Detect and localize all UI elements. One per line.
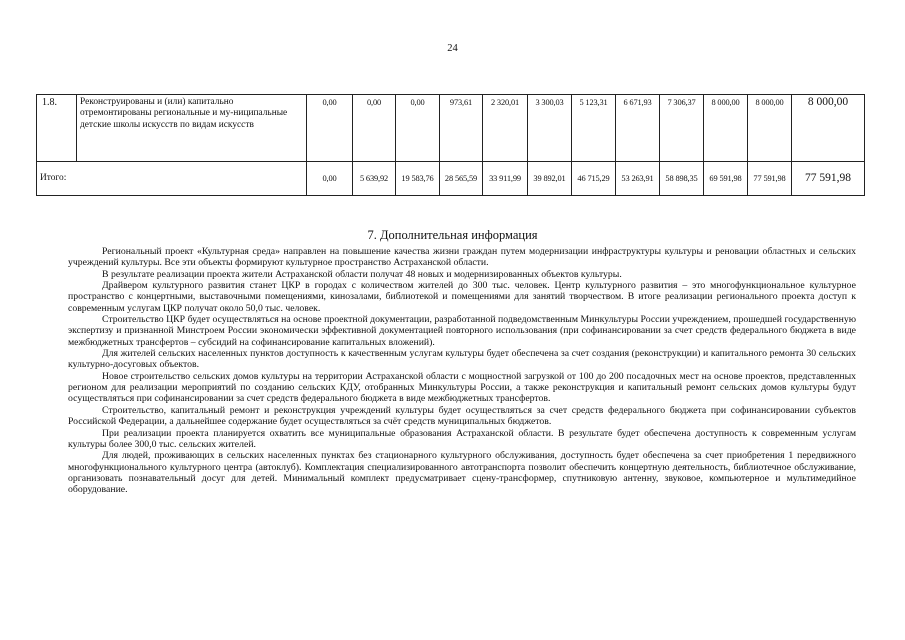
paragraph: В результате реализации проекта жители Астраханской области получат 48 новых и модернизированных объектов культуры.	[102, 268, 622, 280]
table-cell: 0,00	[396, 95, 440, 162]
paragraph: Для людей, проживающих в сельских населенных пунктах без стационарного культурного обслуживания, доступность будет обеспечена за счет приобретения 1 передвижного многофункционального культурного центра (автоклуб). Комплектация специализированного автотранспорта позволит обеспечить концертную деятельность, библиотечное обслуживание, организовать познавательный досуг для детей. Минимальный комплект предусматривает сцену-трансформер, спутниковую антенну, звуковое, компьютерное и мультимедийное оборудование.	[68, 450, 856, 496]
table-cell: 33 911,99	[483, 162, 528, 196]
table-cell: 5 123,31	[572, 95, 616, 162]
table-cell: 973,61	[440, 95, 483, 162]
row-name: Реконструированы и (или) капитально отремонтированы региональные и му-ниципальные детские школы искусств по видам искусств	[77, 95, 307, 162]
table-row	[37, 95, 865, 162]
table-cell: 39 892,01	[528, 162, 572, 196]
table-cell: 0,00	[353, 95, 396, 162]
section-title: 7. Дополнительная информация	[367, 228, 538, 242]
table-cell: 58 898,35	[660, 162, 704, 196]
table-cell: 53 263,91	[616, 162, 660, 196]
table-cell: 77 591,98	[748, 162, 792, 196]
table-cell: 5 639,92	[353, 162, 396, 196]
table-cell: 8 000,00	[748, 95, 792, 162]
table-cell: 2 320,01	[483, 95, 528, 162]
paragraph: Региональный проект «Культурная среда» направлен на повышение качества жизни граждан путем модернизации инфраструктуры культуры и реновации областных и сельских учреждений культуры. Все эти объекты формируют культурное пространство Астраханской области.	[68, 246, 856, 269]
row-index: 1.8.	[37, 95, 77, 162]
total-label: Итого:	[37, 162, 307, 196]
paragraph: Строительство ЦКР будет осуществляться на основе проектной документации, разработанной подведомственным Минкультуры России учреждением, прошедшей государственную экспертизу и признанной Минстроем России экономически эффективной документацией повторного использования (при софинансировании за счет средств федерального бюджета в виде межбюджетных трансфертов – субсидий на софинансирование капитальных вложений).	[68, 314, 856, 348]
row-total-cell: 8 000,00	[792, 95, 865, 162]
grand-total-cell: 77 591,98	[792, 162, 865, 196]
table-cell: 8 000,00	[704, 95, 748, 162]
paragraph: Новое строительство сельских домов культуры на территории Астраханской области с мощностной загрузкой от 100 до 200 посадочных мест на основе проектов, представленных регионом для реализации мероприятий по созданию сельских КДУ, отобранных Минкультуры России, а также реконструкция и капитальный ремонт сельских домов культуры будут осуществляться при софинансировании за счет средств федерального бюджета в виде межбюджетных трансфертов.	[68, 370, 856, 405]
table-cell: 3 300,03	[528, 95, 572, 162]
table-cell: 69 591,98	[704, 162, 748, 196]
total-row	[37, 162, 865, 196]
section-body	[68, 246, 856, 496]
table-cell: 28 565,59	[440, 162, 483, 196]
paragraph: Драйвером культурного развития станет ЦКР в городах с количеством жителей до 300 тыс. человек. Центр культурного развития – это многофункциональное культурное пространство с концертными, выставочными помещениями, кинозалами, библиотекой и помещениями для занятий творчеством. В итоге реализации регионального проекта доступ к современным услугам ЦКР получат около 50,0 тыс. человек.	[68, 280, 856, 314]
table-cell: 0,00	[307, 95, 353, 162]
table-cell: 19 583,76	[396, 162, 440, 196]
table-cell: 7 306,37	[660, 95, 704, 162]
table-cell: 46 715,29	[572, 162, 616, 196]
paragraph: Строительство, капитальный ремонт и реконструкция учреждений культуры будет осуществляться за счет средств федерального бюджета при софинансировании субъектов Российской Федерации, а дальнейшее содержание будет осуществляться за счёт средств муниципальных бюджетов.	[68, 404, 856, 428]
table-cell: 6 671,93	[616, 95, 660, 162]
table-cell: 0,00	[307, 162, 353, 196]
paragraph: Для жителей сельских населенных пунктов доступность к качественным услугам культуры будет обеспечена за счет создания (реконструкции) и капитального ремонта 30 сельских культурно-досуговых объектов.	[68, 348, 856, 371]
budget-table	[36, 94, 865, 196]
page-number: 24	[447, 43, 458, 54]
paragraph: При реализации проекта планируется охватить все муниципальные образования Астраханской области. В результате будет обеспечена доступность к современным услугам культуры более 300,0 тыс. сельских жителей.	[68, 427, 856, 450]
